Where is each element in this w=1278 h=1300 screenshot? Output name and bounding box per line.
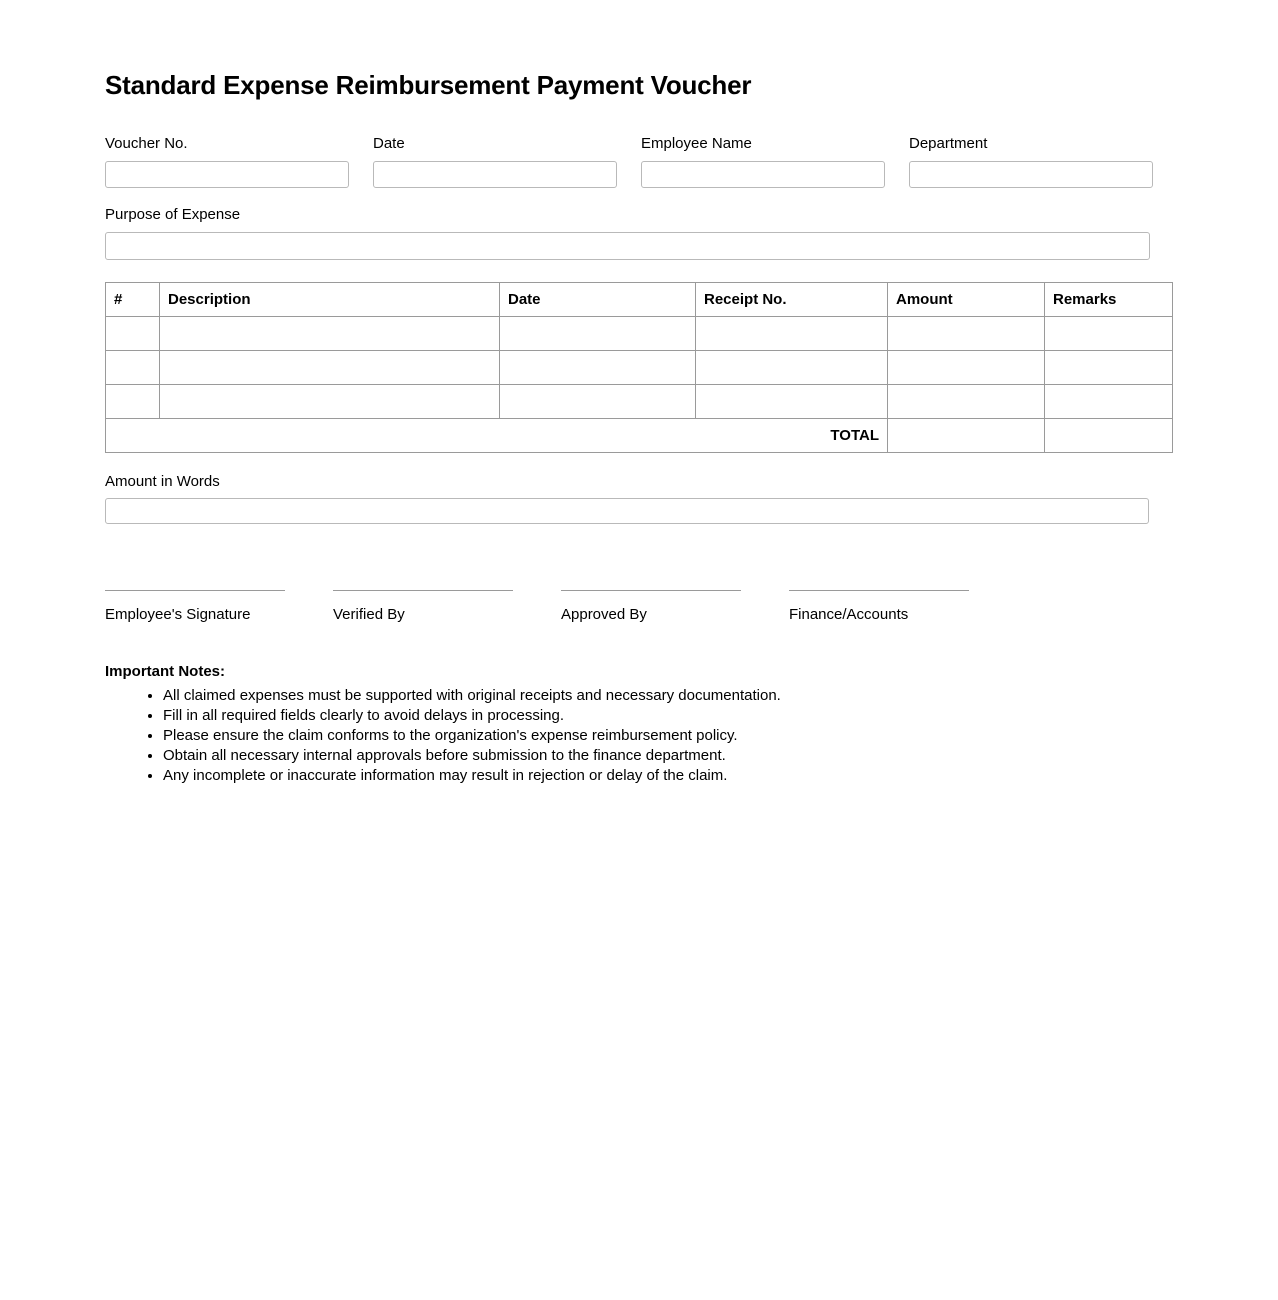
voucher-no-input[interactable] <box>105 161 349 188</box>
table-row[interactable] <box>106 385 1173 419</box>
signature-label-finance-accounts: Finance/Accounts <box>789 606 909 623</box>
amount-in-words-input[interactable] <box>105 498 1149 524</box>
signature-block-finance-accounts <box>789 590 969 623</box>
cell-date[interactable] <box>500 317 696 351</box>
header-fields-row <box>105 135 1173 188</box>
field-employee-name <box>641 135 885 188</box>
cell-remarks[interactable] <box>1045 317 1173 351</box>
page-title: Standard Expense Reimbursement Payment Voucher <box>105 70 752 100</box>
total-label: TOTAL <box>106 419 888 453</box>
signature-block-verified-by <box>333 590 513 623</box>
signature-label-verified-by: Verified By <box>333 606 405 623</box>
total-amount-cell[interactable] <box>888 419 1045 453</box>
cell-remarks[interactable] <box>1045 351 1173 385</box>
field-purpose-of-expense <box>105 206 1150 260</box>
field-label-employee-name: Employee Name <box>641 135 752 152</box>
field-label-voucher-no: Voucher No. <box>105 135 188 152</box>
date-input[interactable] <box>373 161 617 188</box>
list-item: • Obtain all necessary internal approvals before submission to the finance department. <box>163 746 1173 765</box>
field-label-department: Department <box>909 135 988 152</box>
cell-description[interactable] <box>160 317 500 351</box>
cell-description[interactable] <box>160 351 500 385</box>
field-date <box>373 135 617 188</box>
notes-list <box>105 686 1173 785</box>
cell-amount[interactable] <box>888 351 1045 385</box>
list-item: • Fill in all required fields clearly to avoid delays in processing. <box>163 706 1173 725</box>
signature-line[interactable] <box>561 590 741 592</box>
cell-num[interactable] <box>106 385 160 419</box>
cell-receipt[interactable] <box>696 351 888 385</box>
department-input[interactable] <box>909 161 1153 188</box>
signature-section <box>105 590 1173 623</box>
cell-description[interactable] <box>160 385 500 419</box>
signature-line[interactable] <box>105 590 285 592</box>
purpose-input[interactable] <box>105 232 1150 260</box>
table-row[interactable] <box>106 351 1173 385</box>
column-header-amount: Amount <box>888 283 1045 317</box>
cell-remarks[interactable] <box>1045 385 1173 419</box>
column-header-date: Date <box>500 283 696 317</box>
field-label-purpose: Purpose of Expense <box>105 206 241 223</box>
cell-date[interactable] <box>500 351 696 385</box>
signature-line[interactable] <box>333 590 513 592</box>
signature-block-employee <box>105 590 285 623</box>
column-header-receipt-no: Receipt No. <box>696 283 888 317</box>
signature-label-employee: Employee's Signature <box>105 606 251 623</box>
cell-date[interactable] <box>500 385 696 419</box>
field-voucher-no <box>105 135 349 188</box>
signature-block-approved-by <box>561 590 741 623</box>
table-row[interactable] <box>106 317 1173 351</box>
total-remarks-cell[interactable] <box>1045 419 1173 453</box>
amount-in-words-label: Amount in Words <box>105 473 220 490</box>
cell-amount[interactable] <box>888 385 1045 419</box>
signature-line[interactable] <box>789 590 969 592</box>
column-header-remarks: Remarks <box>1045 283 1173 317</box>
amount-in-words-section <box>105 473 1173 524</box>
cell-num[interactable] <box>106 317 160 351</box>
notes-title: Important Notes: <box>105 663 225 680</box>
important-notes-section <box>105 663 1173 785</box>
column-header-num: # <box>106 283 160 317</box>
column-header-description: Description <box>160 283 500 317</box>
list-item: • All claimed expenses must be supported with original receipts and necessary documentation. <box>163 686 1173 705</box>
list-item: • Any incomplete or inaccurate information may result in rejection or delay of the claim. <box>163 766 1173 785</box>
expense-items-table <box>105 282 1173 453</box>
field-label-date: Date <box>373 135 405 152</box>
list-item: • Please ensure the claim conforms to the organization's expense reimbursement policy. <box>163 726 1173 745</box>
cell-num[interactable] <box>106 351 160 385</box>
employee-name-input[interactable] <box>641 161 885 188</box>
cell-receipt[interactable] <box>696 385 888 419</box>
table-header-row <box>106 283 1173 317</box>
cell-receipt[interactable] <box>696 317 888 351</box>
field-department <box>909 135 1153 188</box>
cell-amount[interactable] <box>888 317 1045 351</box>
signature-label-approved-by: Approved By <box>561 606 647 623</box>
table-total-row <box>106 419 1173 453</box>
